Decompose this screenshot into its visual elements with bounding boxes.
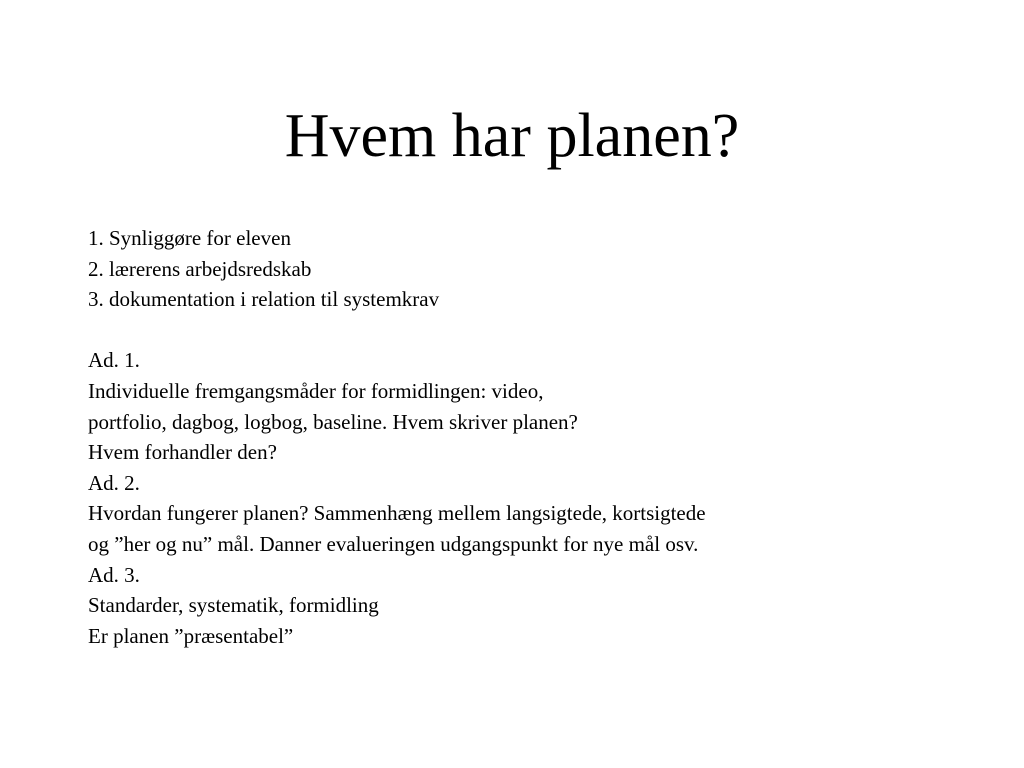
- section-heading-ad-2: Ad. 2.: [88, 470, 140, 495]
- section-heading-ad-3: Ad. 3.: [88, 562, 140, 587]
- ad-1-text-line-2: portfolio, dagbog, logbog, baseline. Hvem skriver planen?: [88, 409, 578, 434]
- ad-3-text-line-1: Standarder, systematik, formidling: [88, 593, 379, 618]
- list-item-2: 2. lærerens arbejdsredskab: [88, 256, 312, 281]
- ad-1-text-line-1: Individuelle fremgangsmåder for formidlingen: video,: [88, 378, 544, 403]
- ad-2-text-line-2: og ”her og nu” mål. Danner evalueringen udgangspunkt for nye mål osv.: [88, 531, 699, 556]
- blank-line: [88, 315, 988, 346]
- section-heading-ad-1: Ad. 1.: [88, 348, 140, 373]
- list-item-1: 1. Synliggøre for eleven: [88, 226, 291, 250]
- slide-body: [88, 223, 988, 651]
- ad-1-text-line-3: Hvem forhandler den?: [88, 440, 277, 465]
- ad-3-text-line-2: Er planen ”præsentabel”: [88, 623, 294, 648]
- list-item-3: 3. dokumentation i relation til systemkrav: [88, 287, 440, 312]
- ad-2-text-line-1: Hvordan fungerer planen? Sammenhæng mellem langsigtede, kortsigtede: [88, 501, 706, 526]
- slide-title: Hvem har planen?: [284, 102, 740, 170]
